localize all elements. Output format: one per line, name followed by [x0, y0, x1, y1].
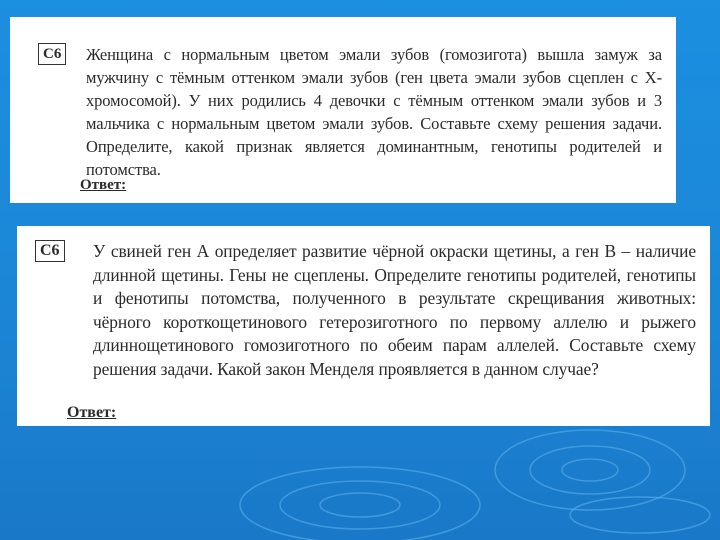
task-text: Женщина с нормальным цветом эмали зубов (гомозигота) вышла замуж за мужчину с тёмным оттенком эмали зубов (ген цвета эмали зубов сцеплен с Х-хромосомой). У них родились 4 девочки с тёмным оттенком эмали зубов и 3 мальчика с нормальным цветом эмали зубов. Составьте схему решения задачи. Определите, какой признак является доминантным, генотипы родителей и потомства.: [86, 45, 662, 179]
answer-label: Ответ:: [80, 177, 127, 193]
task-card-2: [17, 226, 710, 426]
task-card-1: [10, 17, 676, 203]
task-text: У свиней ген А определяет развитие чёрной окраски щетины, а ген В – наличие длинной щетины. Гены не сцеплены. Определите генотипы родителей, генотипы и фенотипы потомства, полученного в результате скрещивания животных: чёрного короткощетинового гетерозиготного по первому аллелю и рыжего длиннощетинового гомозиготного по обеим парам аллелей. Составьте схему решения задачи. Какой закон Менделя проявляется в данном случае?: [93, 241, 696, 379]
answer-label: Ответ:: [67, 404, 117, 421]
task-label: С6: [35, 240, 65, 262]
task-label: С6: [38, 43, 66, 65]
